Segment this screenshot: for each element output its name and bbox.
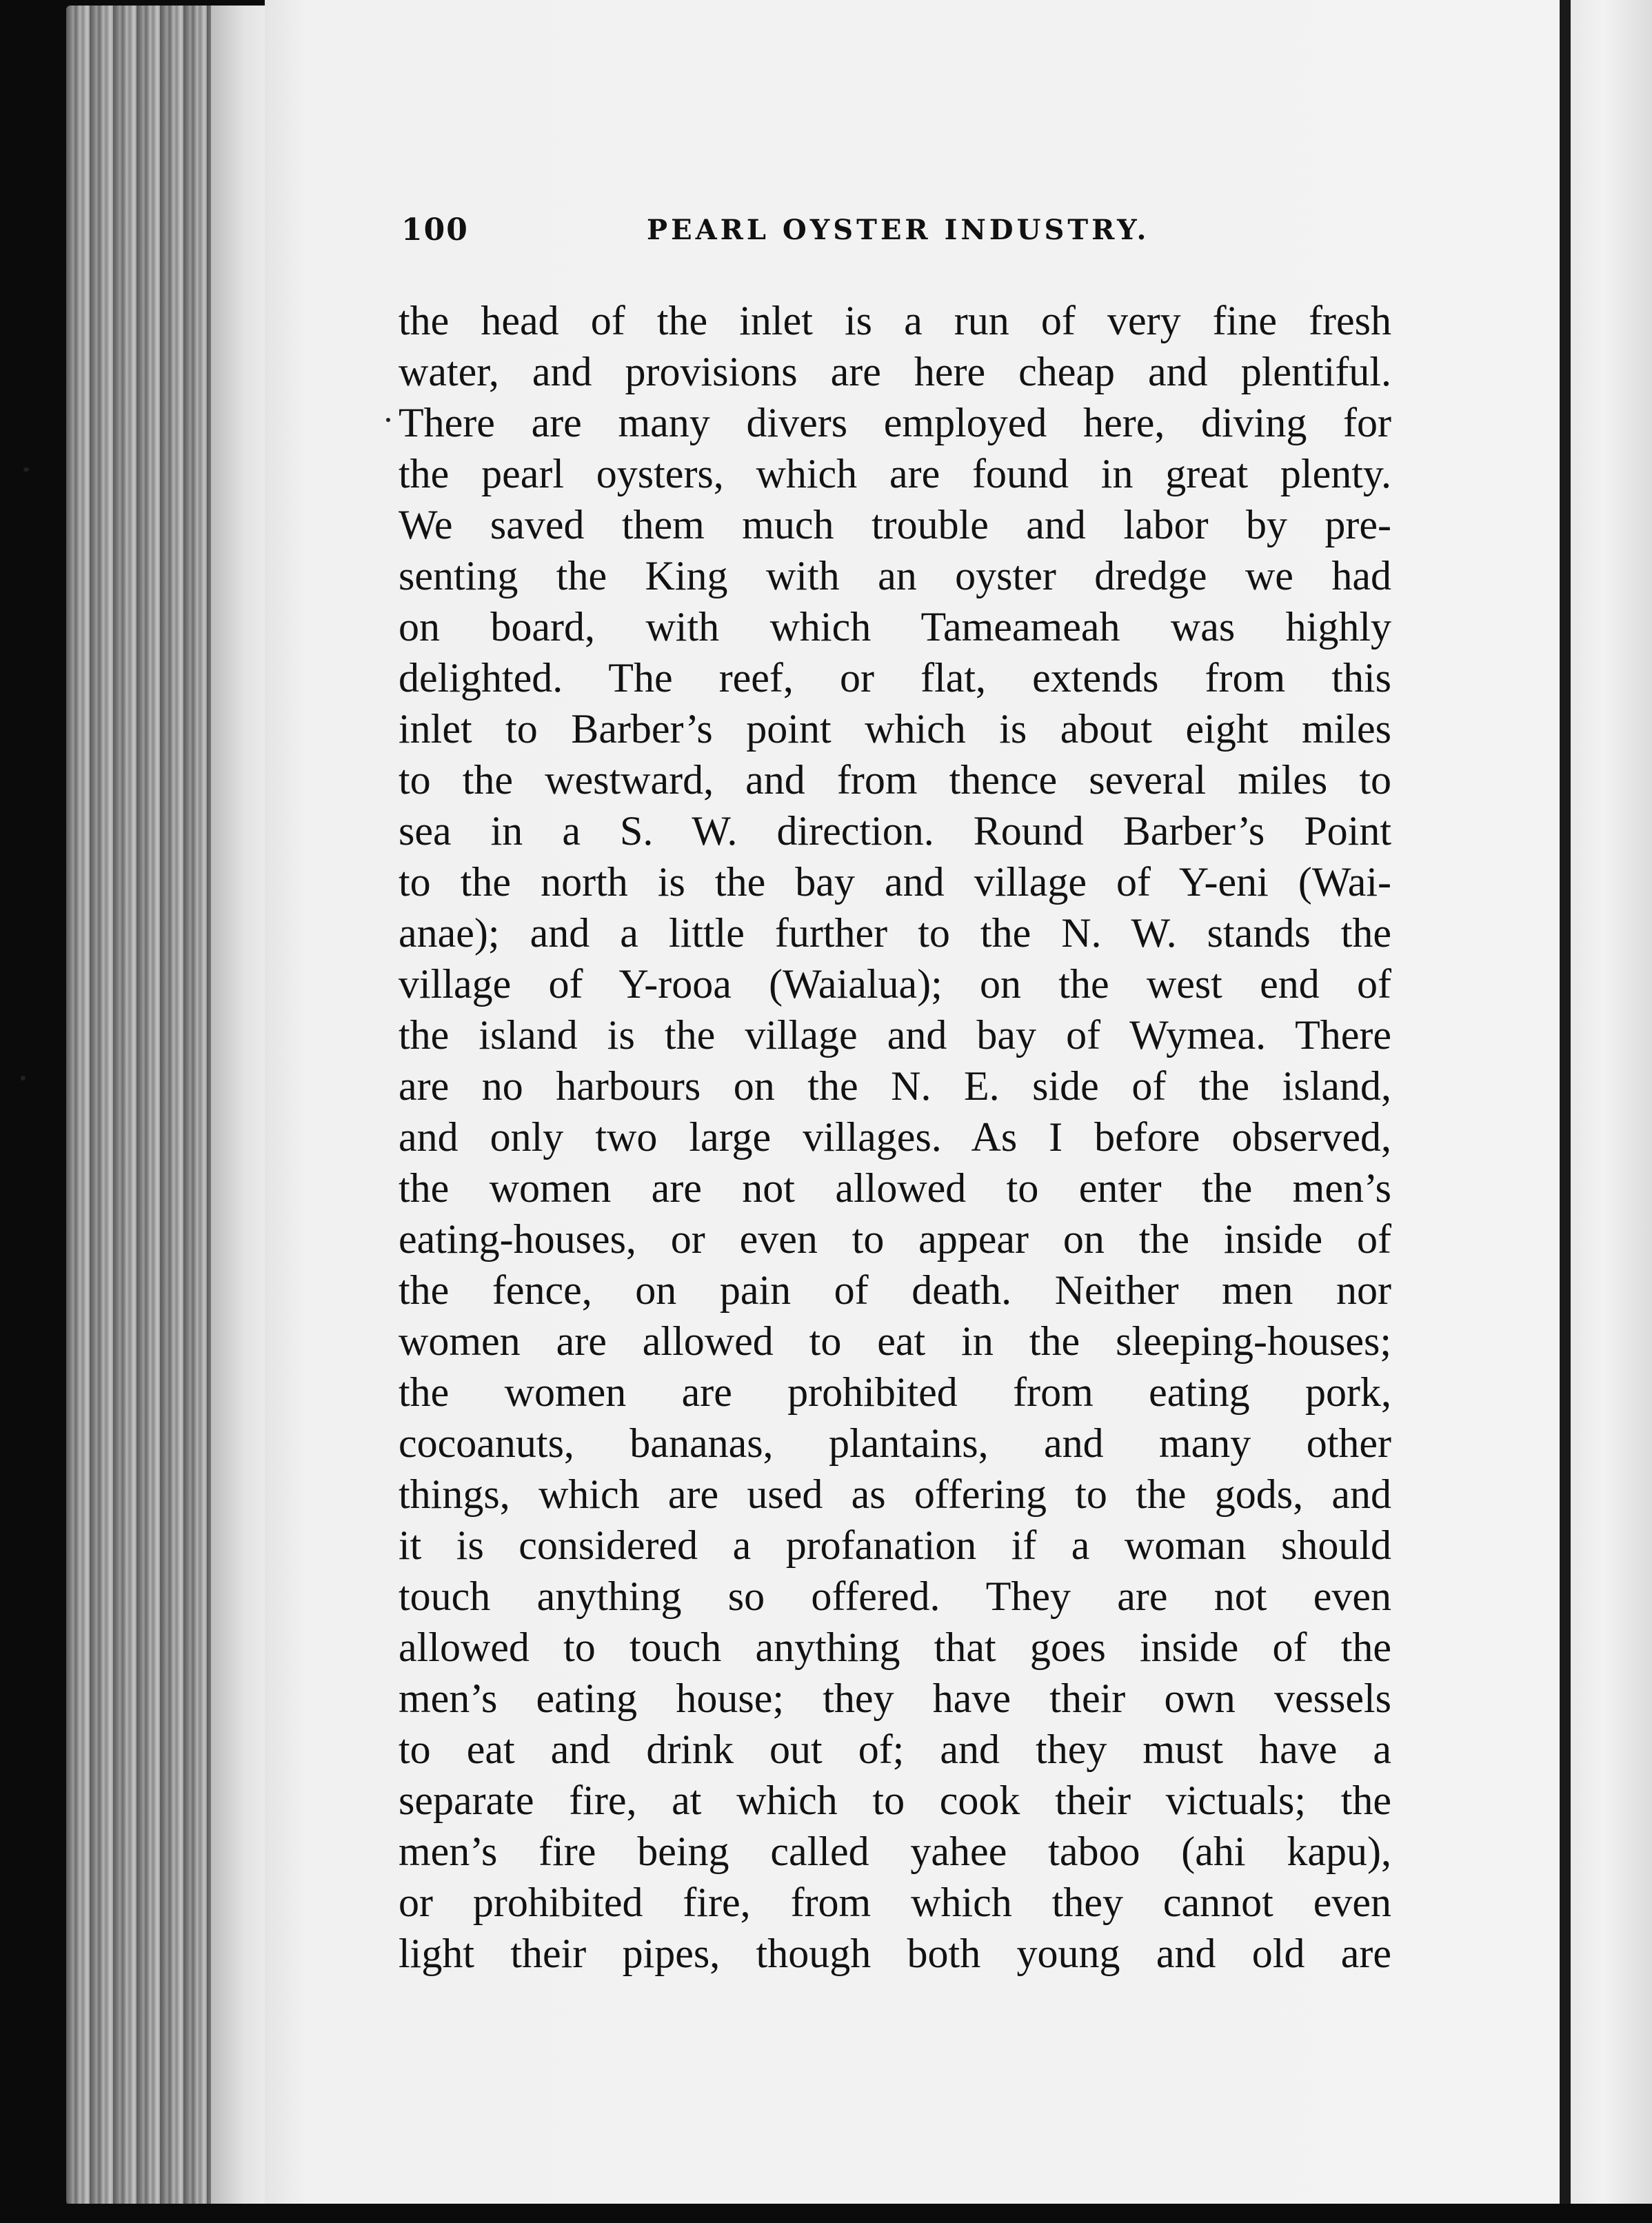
text-line: separate fire, at which to cook their victuals; the bbox=[399, 1778, 1391, 1823]
text-line: cocoanuts, bananas, plantains, and many other bbox=[399, 1420, 1391, 1466]
text-line: or prohibited fire, from which they cannot even bbox=[399, 1880, 1391, 1925]
text-line: on board, with which Tameameah was highly bbox=[399, 604, 1391, 650]
text-line: the women are prohibited from eating pork, bbox=[399, 1369, 1391, 1415]
facing-page-edge bbox=[1571, 0, 1652, 2223]
stacked-page-edges bbox=[66, 6, 266, 2205]
text-line: delighted. The reef, or flat, extends from this bbox=[399, 655, 1391, 701]
text-line: the island is the village and bay of Wymea. There bbox=[399, 1012, 1391, 1058]
text-line: We saved them much trouble and labor by pre- bbox=[399, 502, 1391, 547]
bottom-scan-border bbox=[66, 2204, 1652, 2223]
body-text bbox=[399, 295, 1391, 1979]
text-line: allowed to touch anything that goes inside of the bbox=[399, 1625, 1391, 1670]
text-line: things, which are used as offering to the gods, and bbox=[399, 1471, 1391, 1517]
speck bbox=[21, 1076, 26, 1080]
page-gutter-shadow bbox=[1560, 0, 1571, 2206]
running-head bbox=[401, 212, 1194, 254]
text-line: men’s fire being called yahee taboo (ahi kapu), bbox=[399, 1829, 1391, 1874]
page-number: 100 bbox=[401, 212, 469, 248]
text-line: men’s eating house; they have their own vessels bbox=[399, 1676, 1391, 1721]
text-line: sea in a S. W. direction. Round Barber’s Point bbox=[399, 808, 1391, 854]
text-line: village of Y-rooa (Waialua); on the west end of bbox=[399, 961, 1391, 1007]
text-line: anae); and a little further to the N. W. stands the bbox=[399, 910, 1391, 956]
text-line: to eat and drink out of; and they must have a bbox=[399, 1727, 1391, 1772]
text-line: to the north is the bay and village of Y-eni (Wai- bbox=[399, 859, 1391, 905]
text-line: There are many divers employed here, diving for bbox=[399, 400, 1391, 445]
text-line: the pearl oysters, which are found in great plenty. bbox=[399, 451, 1391, 496]
text-line: the head of the inlet is a run of very fine fresh bbox=[399, 298, 1391, 343]
running-title: PEARL OYSTER INDUSTRY. bbox=[647, 214, 1150, 246]
speck bbox=[23, 467, 29, 472]
text-line: water, and provisions are here cheap and plentiful. bbox=[399, 349, 1391, 394]
text-line: eating-houses, or even to appear on the inside of bbox=[399, 1216, 1391, 1262]
speck bbox=[386, 418, 390, 422]
text-line: it is considered a profanation if a woman should bbox=[399, 1522, 1391, 1568]
text-line: to the westward, and from thence several miles to bbox=[399, 757, 1391, 803]
text-line: women are allowed to eat in the sleeping-houses; bbox=[399, 1318, 1391, 1364]
text-line: the fence, on pain of death. Neither men nor bbox=[399, 1267, 1391, 1313]
text-line: and only two large villages. As I before observed, bbox=[399, 1114, 1391, 1160]
text-line: the women are not allowed to enter the men’s bbox=[399, 1165, 1391, 1211]
text-line: senting the King with an oyster dredge we had bbox=[399, 553, 1391, 598]
text-line: are no harbours on the N. E. side of the island, bbox=[399, 1063, 1391, 1109]
text-line: touch anything so offered. They are not even bbox=[399, 1573, 1391, 1619]
text-line: light their pipes, though both young and old are bbox=[399, 1931, 1391, 1976]
text-line: inlet to Barber’s point which is about eight miles bbox=[399, 706, 1391, 752]
